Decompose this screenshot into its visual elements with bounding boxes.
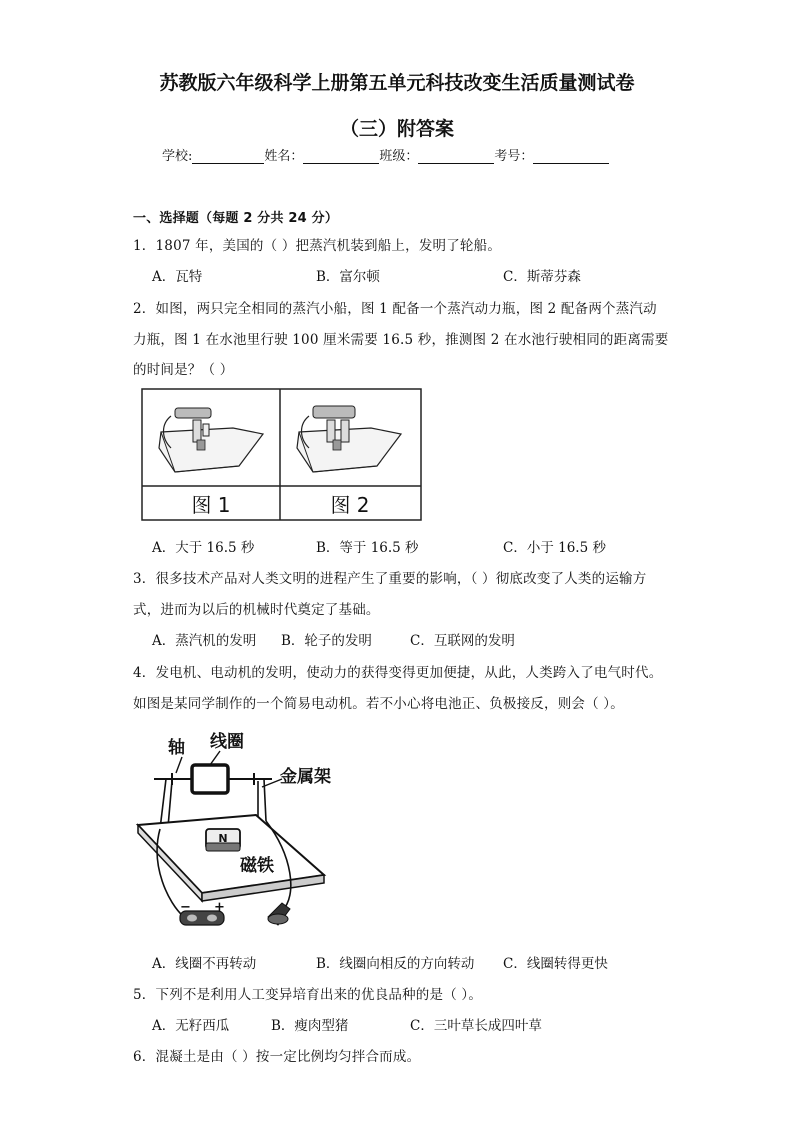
question-1-text: 1．1807 年，美国的（ ）把蒸汽机装到船上，发明了轮船。: [133, 238, 502, 254]
electric-motor-figure: [132, 725, 332, 935]
q3-option-c: C．互联网的发明: [410, 633, 515, 649]
class-label: 班级：: [379, 149, 419, 164]
battery-holder: [180, 900, 225, 925]
q3-option-b: B．轮子的发明: [281, 633, 372, 649]
magnet-shape: [206, 829, 240, 851]
q2-option-c: C．小于 16.5 秒: [503, 540, 606, 556]
question-6-text: 6．混凝土是由（ ）按一定比例均匀拌合而成。: [133, 1049, 421, 1065]
question-5-text: 5．下列不是利用人工变异培育出来的优良品种的是（ ）。: [133, 987, 483, 1003]
q1-option-a: A．瓦特: [152, 269, 203, 285]
q4-option-b: B．线圈向相反的方向转动: [316, 956, 475, 972]
q2-option-b: B．等于 16.5 秒: [316, 540, 419, 556]
coil-shape: [192, 765, 228, 793]
q2-option-a: A．大于 16.5 秒: [152, 540, 255, 556]
number-blank: [533, 149, 609, 164]
number-label: 考号：: [494, 149, 534, 164]
steam-boat-figure: [141, 388, 422, 521]
question-4-line2: 如图是某同学制作的一个简易电动机。若不小心将电池正、负极接反，则会（ ）。: [133, 696, 624, 712]
figure-1-label: 图 1: [191, 493, 231, 517]
document-title-line2: （三）附答案: [339, 118, 454, 140]
q3-option-a: A．蒸汽机的发明: [152, 633, 257, 649]
school-blank: [192, 149, 264, 164]
frame-label: 金属架: [280, 767, 331, 787]
name-blank: [303, 149, 379, 164]
axis-label: 轴: [168, 738, 185, 758]
question-2-line1: 2．如图，两只完全相同的蒸汽小船，图 1 配备一个蒸汽动力瓶，图 2 配备两个蒸汽动: [133, 301, 657, 317]
q5-option-a: A．无籽西瓜: [152, 1018, 230, 1034]
figure-2-label: 图 2: [330, 493, 370, 517]
coil-label: 线圈: [210, 732, 244, 752]
question-4-line1: 4．发电机、电动机的发明，使动力的获得变得更加便捷，从此，人类跨入了电气时代。: [133, 665, 663, 681]
q5-option-c: C．三叶草长成四叶草: [410, 1018, 542, 1034]
q4-option-a: A．线圈不再转动: [152, 956, 257, 972]
switch-clip: [268, 903, 290, 925]
question-3-line2: 式，进而为以后的机械时代奠定了基础。: [133, 602, 380, 618]
q1-option-b: B．富尔顿: [316, 269, 380, 285]
q4-option-c: C．线圈转得更快: [503, 956, 608, 972]
q1-option-c: C．斯蒂芬森: [503, 269, 581, 285]
question-2-line3: 的时间是？（ ）: [133, 362, 234, 378]
class-blank: [418, 149, 494, 164]
magnet-pole-label: N: [218, 832, 228, 845]
school-label: 学校:: [162, 149, 193, 164]
minus-terminal-label: −: [180, 900, 191, 915]
magnet-label: 磁铁: [240, 856, 274, 876]
name-label: 姓名：: [264, 149, 304, 164]
q5-option-b: B．瘦肉型猪: [271, 1018, 349, 1034]
section-title: 一、选择题（每题 2 分共 24 分）: [133, 211, 339, 226]
student-info-row: [162, 145, 609, 164]
question-3-line1: 3．很多技术产品对人类文明的进程产生了重要的影响，（ ）彻底改变了人类的运输方: [133, 571, 647, 587]
question-2-line2: 力瓶，图 1 在水池里行驶 100 厘米需要 16.5 秒，推测图 2 在水池行驶相同的距离需要: [133, 332, 669, 348]
document-title-line1: 苏教版六年级科学上册第五单元科技改变生活质量测试卷: [159, 72, 635, 94]
plus-terminal-label: +: [214, 900, 225, 915]
